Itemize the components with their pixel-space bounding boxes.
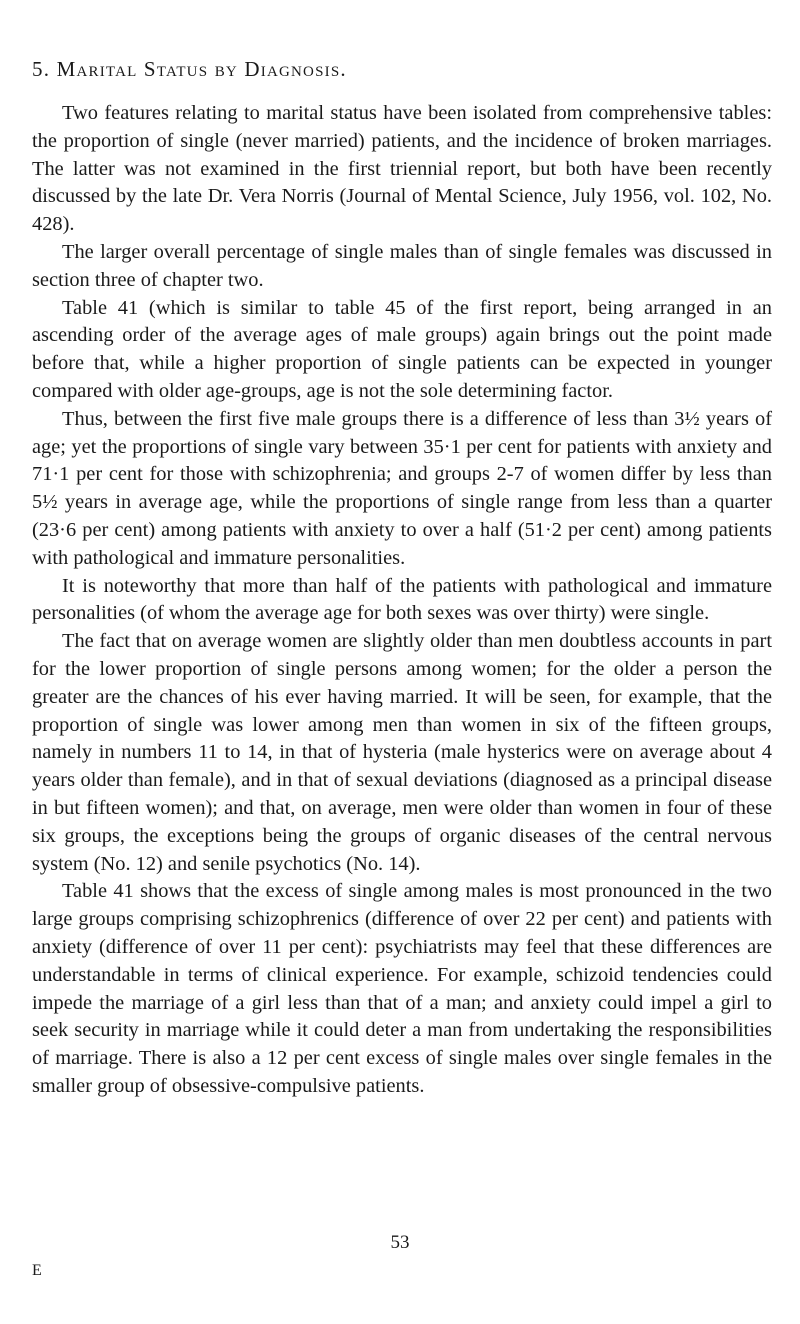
paragraph-6: The fact that on average women are slightly older than men doubtless accounts in part for the lower proportion of single persons among women; for the older a person the greater are the chances of his ever having married. It will be seen, for example, that the proportion of single was lower among men than women in six of the fifteen groups, namely in numbers 11 to 14, in that of hysteria (male hysterics were on average about 4 years older than female), and in that of sexual deviations (diagnosed as a principal disease in but fifteen women); and that, on average, men were older than women in four of these six groups, the exceptions being the groups of organic diseases of the central nervous system (No. 12) and senile psychotics (No. 14). <box>32 630 772 875</box>
signature-mark: E <box>32 1262 42 1279</box>
section-heading: 5. Marital Status by Diagnosis. <box>32 57 347 81</box>
paragraph-7: Table 41 shows that the excess of single among males is most pronounced in the two large groups comprising schizophrenics (difference of over 22 per cent) and patients with anxiety (difference of over 11 per cent): psychiatrists may feel that these differences are understandable in terms of clinical experience. For example, schizoid tendencies could impede the marriage of a girl less than that of a man; and anxiety could impel a girl to seek security in marriage while it could deter a man from undertaking the responsibilities of marriage. There is also a 12 per cent excess of single males over single females in the smaller group of obsessive-compulsive patients. <box>32 880 772 1097</box>
paragraph-5: It is noteworthy that more than half of the patients with pathological and immature personalities (of whom the average age for both sexes was over thirty) were single. <box>32 574 772 625</box>
paragraph-2: The larger overall percentage of single males than of single females was discussed in section three of chapter two. <box>32 240 772 291</box>
page-number: 53 <box>390 1232 410 1253</box>
page-body <box>32 56 772 1101</box>
paragraph-4: Thus, between the first five male groups there is a difference of less than 3½ years of age; yet the proportions of single vary between 35·1 per cent for patients with anxiety and 71·1 per cent for those with schizophrenia; and groups 2-7 of women differ by less than 5½ years in average age, while the proportions of single range from less than a quarter (23·6 per cent) among patients with anxiety to over a half (51·2 per cent) among patients with pathological and immature personalities. <box>32 407 772 569</box>
paragraph-3: Table 41 (which is similar to table 45 of the first report, being arranged in an ascending order of the average ages of male groups) again brings out the point made before that, while a higher proportion of single patients can be expected in younger compared with older age-groups, age is not the sole determining factor. <box>32 296 772 402</box>
paragraph-1: Two features relating to marital status have been isolated from comprehensive tables: the proportion of single (never married) patients, and the incidence of broken marriages. The latter was not examined in the first triennial report, but both have been recently discussed by the late Dr. Vera Norris (Journal of Mental Science, July 1956, vol. 102, No. 428). <box>32 102 772 236</box>
